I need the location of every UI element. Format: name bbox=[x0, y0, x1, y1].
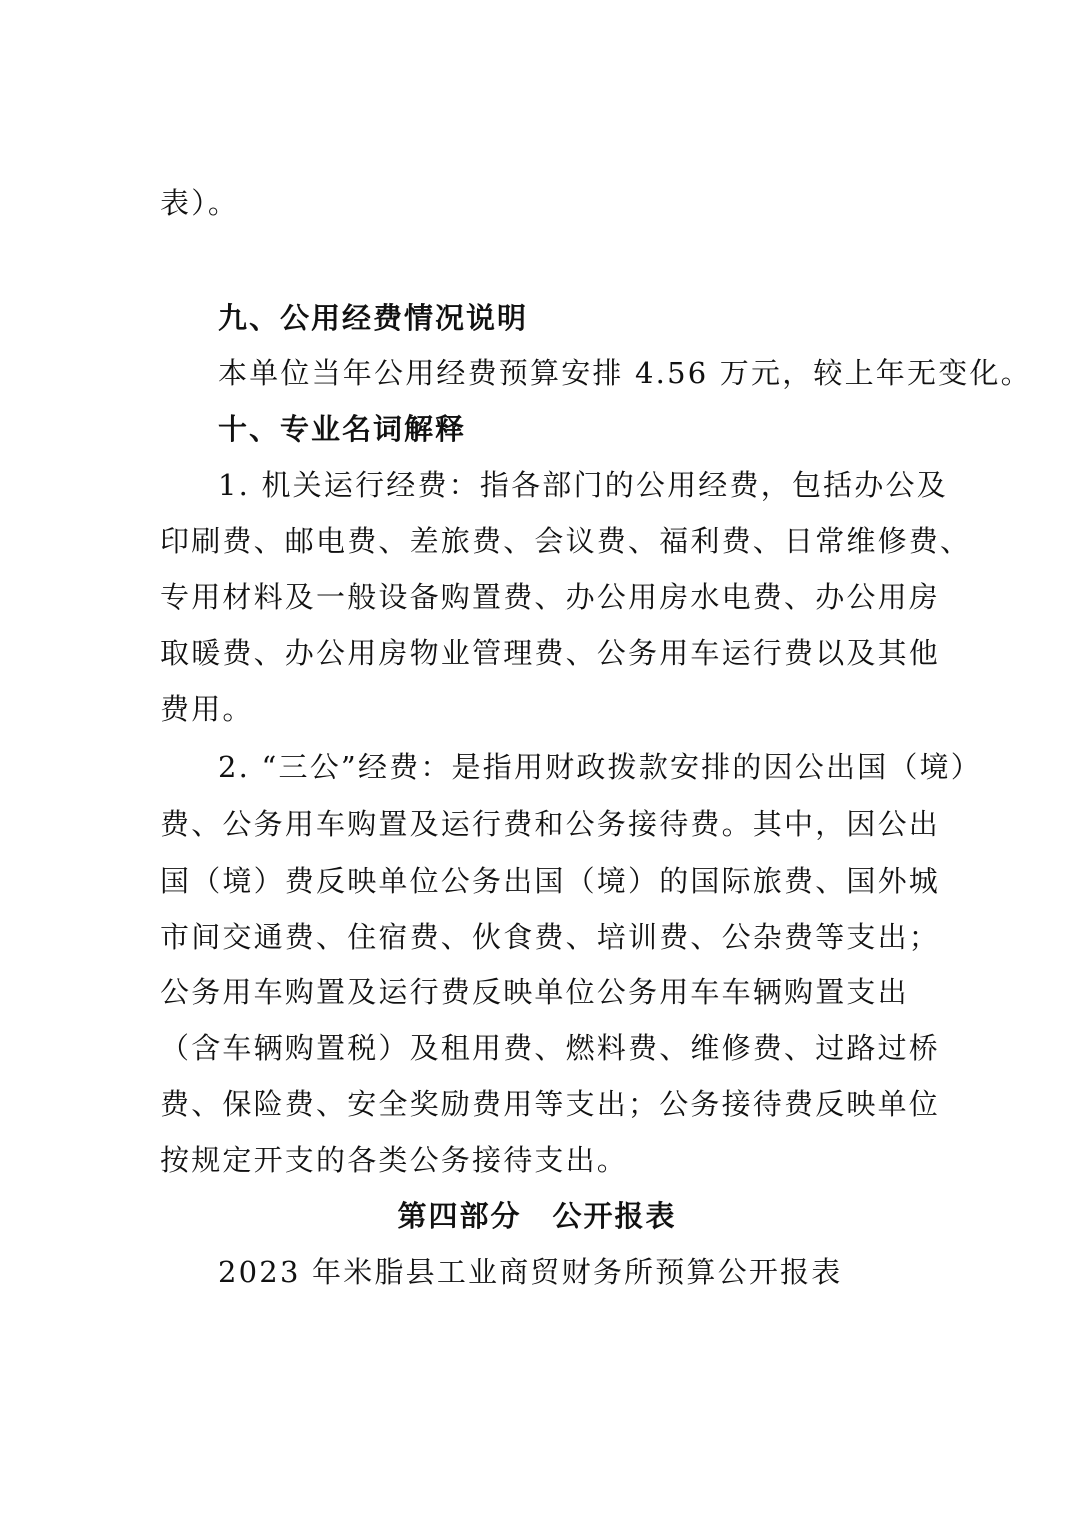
text-line: 表）。 bbox=[160, 186, 240, 220]
text-line: 费、保险费、安全奖励费用等支出；公务接待费反映单位 bbox=[160, 1087, 941, 1121]
text-line: 费用。 bbox=[160, 692, 254, 726]
text-line: 按规定开支的各类公务接待支出。 bbox=[160, 1143, 629, 1177]
text-line: 费、公务用车购置及运行费和公务接待费。其中，因公出 bbox=[160, 807, 941, 841]
text-line: 本单位当年公用经费预算安排 4.56 万元，较上年无变化。 bbox=[218, 356, 1032, 390]
text-line: 1. 机关运行经费：指各部门的公用经费，包括办公及 bbox=[218, 468, 948, 502]
text-line: 国（境）费反映单位公务出国（境）的国际旅费、国外城 bbox=[160, 864, 941, 898]
text-line: 印刷费、邮电费、差旅费、会议费、福利费、日常维修费、 bbox=[160, 524, 972, 558]
text-line: 专用材料及一般设备购置费、办公用房水电费、办公用房 bbox=[160, 580, 941, 614]
part-four-title: 第四部分 公开报表 bbox=[397, 1199, 677, 1233]
report-title: 2023 年米脂县工业商贸财务所预算公开报表 bbox=[218, 1255, 843, 1289]
text-line: 2. “三公”经费：是指用财政拨款安排的因公出国（境） bbox=[218, 750, 982, 784]
text-line: （含车辆购置税）及租用费、燃料费、维修费、过路过桥 bbox=[160, 1031, 941, 1065]
text-line: 取暖费、办公用房物业管理费、公务用车运行费以及其他 bbox=[160, 636, 941, 670]
text-line: 市间交通费、住宿费、伙食费、培训费、公杂费等支出； bbox=[160, 920, 941, 954]
text-line: 公务用车购置及运行费反映单位公务用车车辆购置支出 bbox=[160, 975, 909, 1009]
section-heading-ten: 十、专业名词解释 bbox=[218, 412, 467, 446]
section-heading-nine: 九、公用经费情况说明 bbox=[218, 301, 529, 335]
